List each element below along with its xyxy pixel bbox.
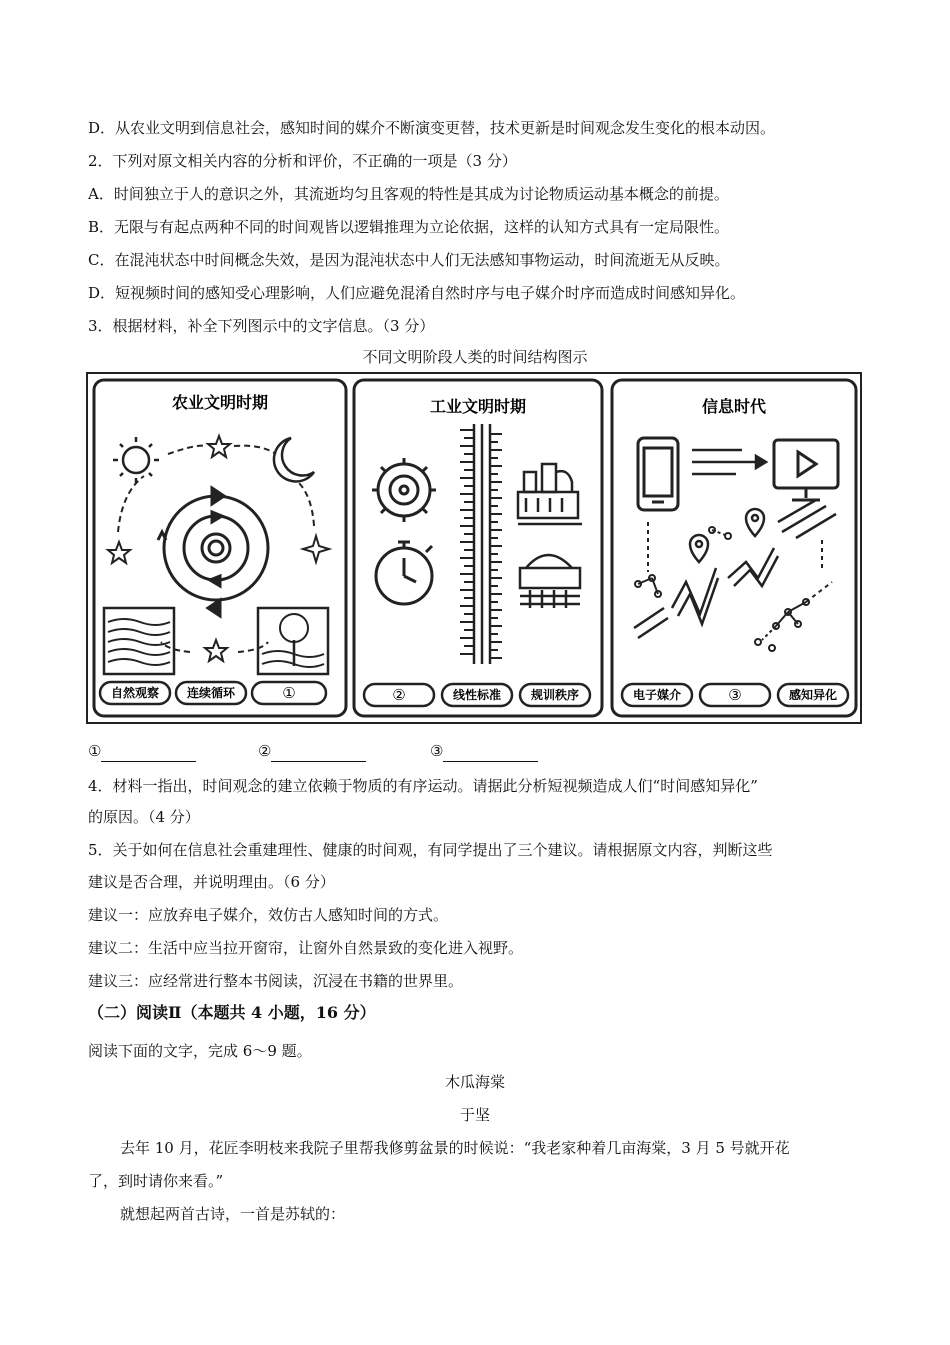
tag-blank-3: [700, 684, 770, 706]
article-author: 于坚: [459, 1106, 490, 1124]
svg-text:规训秩序: 规训秩序: [530, 688, 580, 702]
svg-text:②: ②: [392, 686, 406, 704]
panel-title-industry: 工业文明时期: [429, 397, 527, 416]
paragraph-1-line-1: 去年 10 月，花匠李明枝来我院子里帮我修剪盆景的时候说：“我老家种着几亩海棠，3 月 5 号就开花: [120, 1139, 790, 1157]
section-heading: （二）阅读Ⅱ（本题共 4 小题，16 分）: [88, 1003, 376, 1022]
star-icon: [303, 536, 329, 562]
tag-electronic-media: [622, 684, 692, 706]
tag-linear-standard: [442, 684, 512, 706]
ruler-timeline-icon: [460, 424, 502, 664]
water-waves-icon: [104, 608, 174, 674]
svg-text:③: ③: [728, 686, 742, 704]
star-icon: [208, 436, 230, 457]
panel-information-age: [612, 380, 856, 716]
tree-landscape-icon: [258, 608, 328, 674]
sun-icon: [113, 437, 159, 483]
network-dots-icon: [635, 522, 832, 651]
panel-title-information-age: 信息时代: [701, 397, 767, 416]
article-title: 木瓜海棠: [444, 1073, 505, 1091]
blank-2[interactable]: ②: [258, 740, 366, 762]
arrow-lines-icon: [692, 450, 766, 474]
monitor-play-icon: [774, 440, 838, 500]
train-rail-icon: [520, 555, 580, 608]
blank-3[interactable]: ③: [430, 740, 538, 762]
location-pin-icon: [746, 509, 764, 536]
svg-text:①: ①: [282, 684, 296, 702]
moon-icon: [274, 438, 314, 481]
q3-stem: 3．根据材料，补全下列图示中的文字信息。（3 分）: [88, 317, 435, 335]
suggestion-1: 建议一：应放弃电子媒介，效仿古人感知时间的方式。: [88, 906, 449, 924]
q2-option-a: A．时间独立于人的意识之外，其流逝均匀且客观的特性是其成为讨论物质运动基本概念的前提。: [88, 185, 729, 203]
time-structure-figure: [86, 372, 862, 724]
star-icon: [108, 542, 130, 563]
suggestion-3: 建议三：应经常进行整本书阅读，沉浸在书籍的世界里。: [88, 972, 464, 990]
tag-blank-1: [252, 682, 326, 704]
paragraph-2: 就想起两首古诗，一首是苏轼的：: [120, 1205, 346, 1223]
blank-1[interactable]: ①: [88, 740, 196, 762]
cycle-arrows-icon: [158, 488, 268, 616]
panel-industry: [354, 380, 602, 716]
paragraph-1-line-2: 了，到时请你来看。”: [88, 1172, 224, 1190]
tag-perception-alienation: [778, 684, 848, 706]
q4-line-2: 的原因。（4 分）: [88, 808, 200, 826]
section-instruction: 阅读下面的文字，完成 6～9 题。: [88, 1042, 312, 1060]
tag-blank-2: [364, 684, 434, 706]
star-icon: [205, 640, 227, 661]
q2-option-c: C．在混沌状态中时间概念失效，是因为混沌状态中人们无法感知事物运动，时间流逝无从反映。: [88, 251, 730, 269]
svg-text:电子媒介: 电子媒介: [632, 688, 682, 702]
location-pin-icon: [690, 535, 708, 562]
svg-text:连续循环: 连续循环: [186, 686, 236, 700]
figure-title: 不同文明阶段人类的时间结构图示: [362, 348, 588, 366]
stopwatch-icon: [376, 542, 432, 604]
gear-icon: [372, 458, 436, 522]
suggestion-2: 建议二：生活中应当拉开窗帘，让窗外自然景致的变化进入视野。: [88, 939, 524, 957]
q2-option-d: D．短视频时间的感知受心理影响，人们应避免混淆自然时序与电子媒介时序而造成时间感知异化。: [88, 284, 746, 302]
svg-text:自然观察: 自然观察: [110, 686, 160, 700]
tag-natural-observation: [100, 682, 170, 704]
tag-continuous-cycle: [176, 682, 246, 704]
svg-text:线性标准: 线性标准: [452, 688, 502, 702]
zigzag-signal-icon: [634, 500, 836, 638]
q4-line-1: 4．材料一指出，时间观念的建立依赖于物质的有序运动。请据此分析短视频造成人们“时间感知异化”: [88, 777, 758, 795]
panel-agriculture: [94, 380, 346, 716]
q2-option-b: B．无限与有起点两种不同的时间观皆以逻辑推理为立论依据，这样的认知方式具有一定局限性。: [88, 218, 730, 236]
tag-discipline-order: [520, 684, 590, 706]
phone-icon: [638, 438, 678, 510]
panel-title-agriculture: 农业文明时期: [171, 393, 269, 412]
q1-option-d: D．从农业文明到信息社会，感知时间的媒介不断演变更替，技术更新是时间观念发生变化的根本动因。: [88, 119, 776, 137]
factory-icon: [518, 464, 582, 524]
svg-text:感知异化: 感知异化: [788, 688, 838, 702]
q5-line-1: 5．关于如何在信息社会重建理性、健康的时间观，有同学提出了三个建议。请根据原文内容，判断这些: [88, 841, 773, 859]
q5-line-2: 建议是否合理，并说明理由。（6 分）: [88, 873, 335, 891]
q2-stem: 2．下列对原文相关内容的分析和评价，不正确的一项是（3 分）: [88, 152, 517, 170]
